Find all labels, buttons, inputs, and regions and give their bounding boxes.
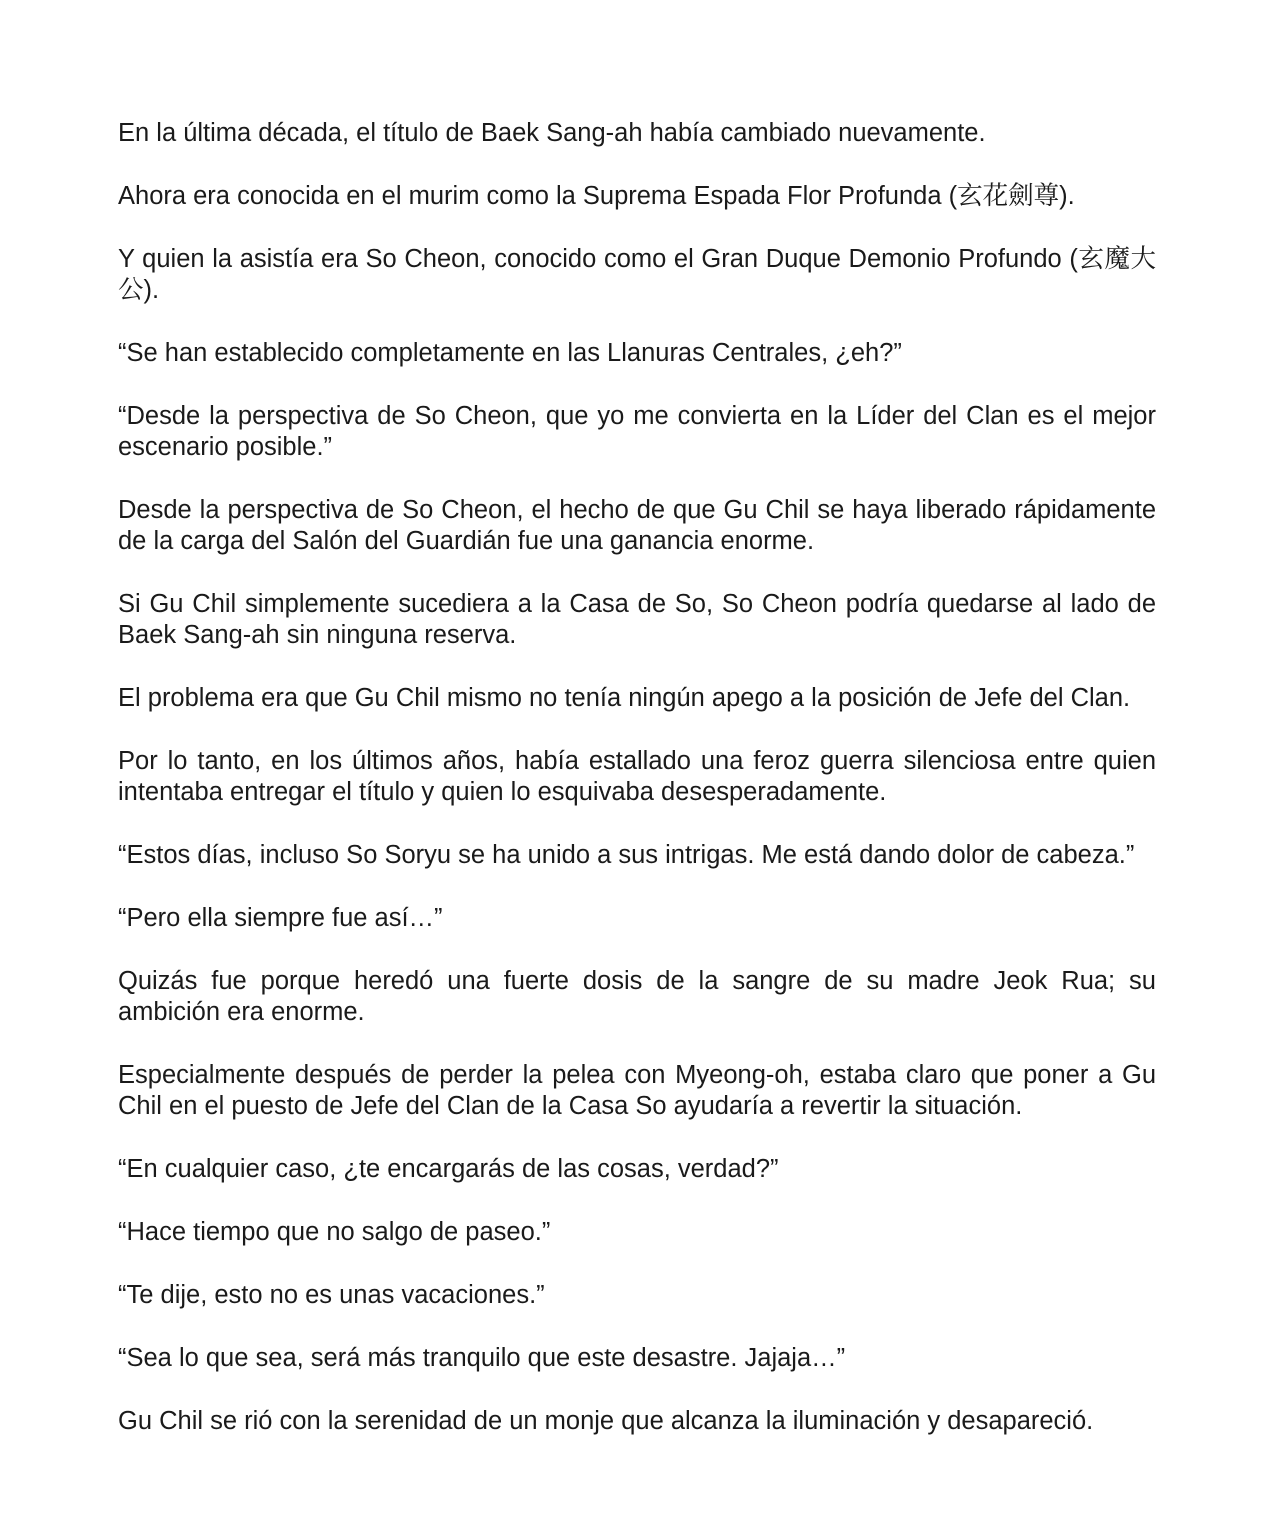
paragraph-5: “Desde la perspectiva de So Cheon, que yo me convierta en la Líder del Clan es el mejor escenario posible.” <box>118 402 1156 461</box>
paragraph-7: Si Gu Chil simplemente sucediera a la Casa de So, So Cheon podría quedarse al lado de Baek Sang-ah sin ninguna reserva. <box>118 590 1156 649</box>
paragraph-10: “Estos días, incluso So Soryu se ha unido a sus intrigas. Me está dando dolor de cabeza.” <box>118 841 1135 869</box>
paragraph-12: Quizás fue porque heredó una fuerte dosis de la sangre de su madre Jeok Rua; su ambición era enorme. <box>118 967 1156 1026</box>
paragraph-1: En la última década, el título de Baek Sang-ah había cambiado nuevamente. <box>118 119 986 147</box>
paragraph-17: “Sea lo que sea, será más tranquilo que este desastre. Jajaja…” <box>118 1344 846 1372</box>
paragraph-6: Desde la perspectiva de So Cheon, el hecho de que Gu Chil se haya liberado rápidamente de la carga del Salón del Guardián fue una ganancia enorme. <box>118 496 1156 555</box>
paragraph-18: Gu Chil se rió con la serenidad de un monje que alcanza la iluminación y desapareció. <box>118 1407 1094 1435</box>
paragraph-11: “Pero ella siempre fue así…” <box>118 904 443 932</box>
paragraph-2: Ahora era conocida en el murim como la Suprema Espada Flor Profunda (玄花劍尊). <box>118 182 1075 210</box>
paragraph-3: Y quien la asistía era So Cheon, conocido como el Gran Duque Demonio Profundo (玄魔大公). <box>118 245 1156 304</box>
paragraph-8: El problema era que Gu Chil mismo no tenía ningún apego a la posición de Jefe del Clan. <box>118 684 1131 712</box>
paragraph-15: “Hace tiempo que no salgo de paseo.” <box>118 1218 551 1246</box>
paragraph-14: “En cualquier caso, ¿te encargarás de las cosas, verdad?” <box>118 1155 779 1183</box>
document-body <box>118 118 1156 1437</box>
paragraph-16: “Te dije, esto no es unas vacaciones.” <box>118 1281 545 1309</box>
paragraph-4: “Se han establecido completamente en las Llanuras Centrales, ¿eh?” <box>118 339 902 367</box>
paragraph-9: Por lo tanto, en los últimos años, había estallado una feroz guerra silenciosa entre quien intentaba entregar el título y quien lo esquivaba desesperadamente. <box>118 747 1156 806</box>
paragraph-13: Especialmente después de perder la pelea con Myeong-oh, estaba claro que poner a Gu Chil en el puesto de Jefe del Clan de la Casa So ayudaría a revertir la situación. <box>118 1061 1156 1120</box>
